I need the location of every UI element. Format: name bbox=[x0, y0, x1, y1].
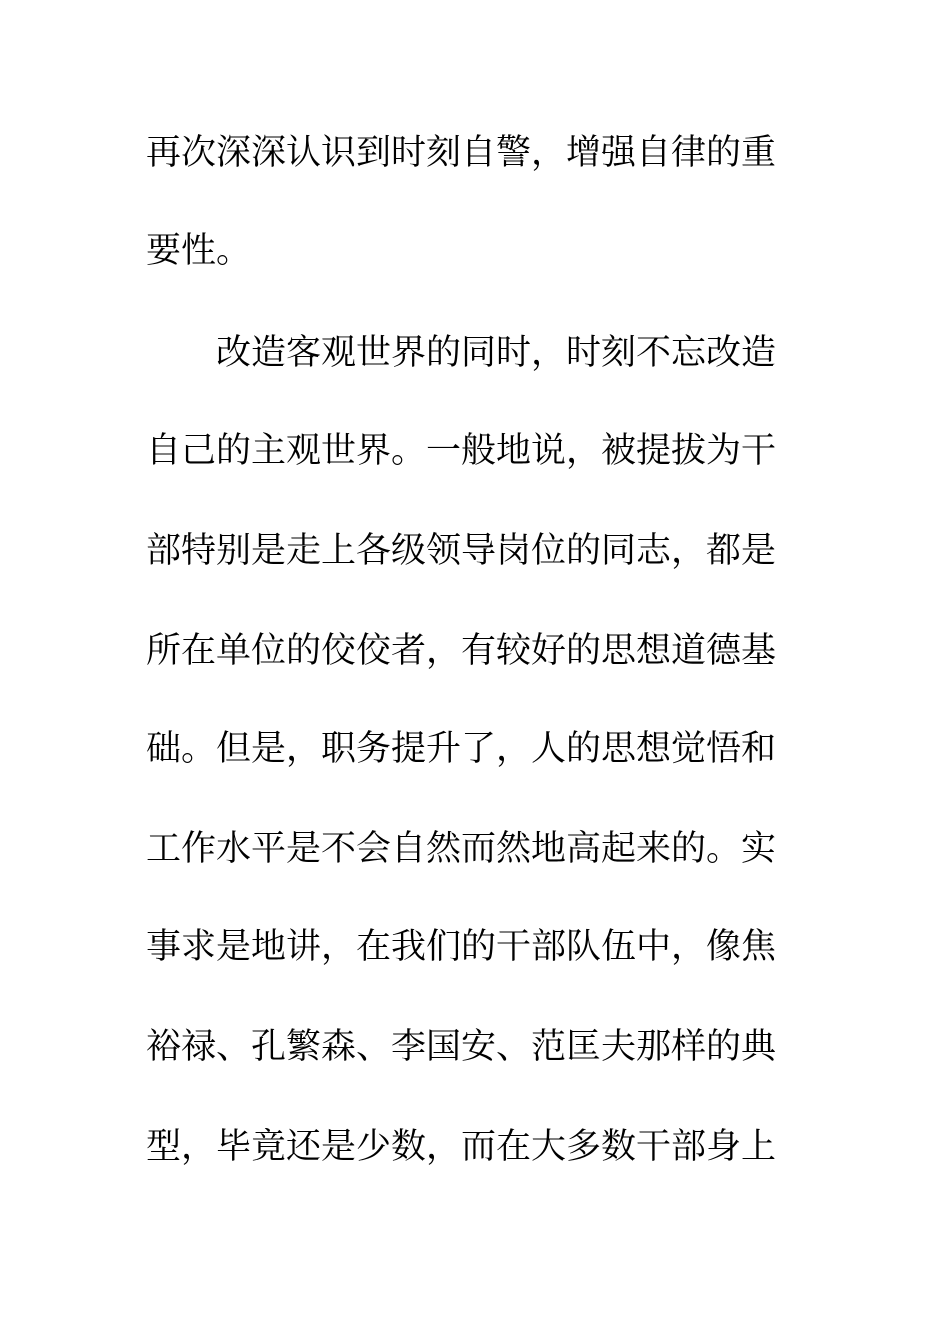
paragraph-first-line: 改造客观世界的同时，时刻不忘改造 bbox=[216, 333, 777, 373]
text-line-10: 裕禄、孔繁森、李国安、范匡夫那样的典 bbox=[146, 1027, 777, 1067]
text-line-8: 工作水平是不会自然而然地高起来的。实 bbox=[146, 829, 777, 869]
text-line-9: 事求是地讲，在我们的干部队伍中，像焦 bbox=[146, 927, 777, 967]
text-line-5: 部特别是走上各级领导岗位的同志，都是 bbox=[146, 531, 777, 571]
text-line-1: 再次深深认识到时刻自警，增强自律的重 bbox=[146, 133, 777, 173]
text-line-4: 自己的主观世界。一般地说，被提拔为干 bbox=[146, 431, 777, 471]
text-line-2: 要性。 bbox=[146, 231, 252, 271]
text-line-6: 所在单位的佼佼者，有较好的思想道德基 bbox=[146, 631, 777, 671]
text-line-7: 础。但是，职务提升了，人的思想觉悟和 bbox=[146, 729, 777, 769]
text-line-11: 型，毕竟还是少数，而在大多数干部身上 bbox=[146, 1127, 777, 1167]
